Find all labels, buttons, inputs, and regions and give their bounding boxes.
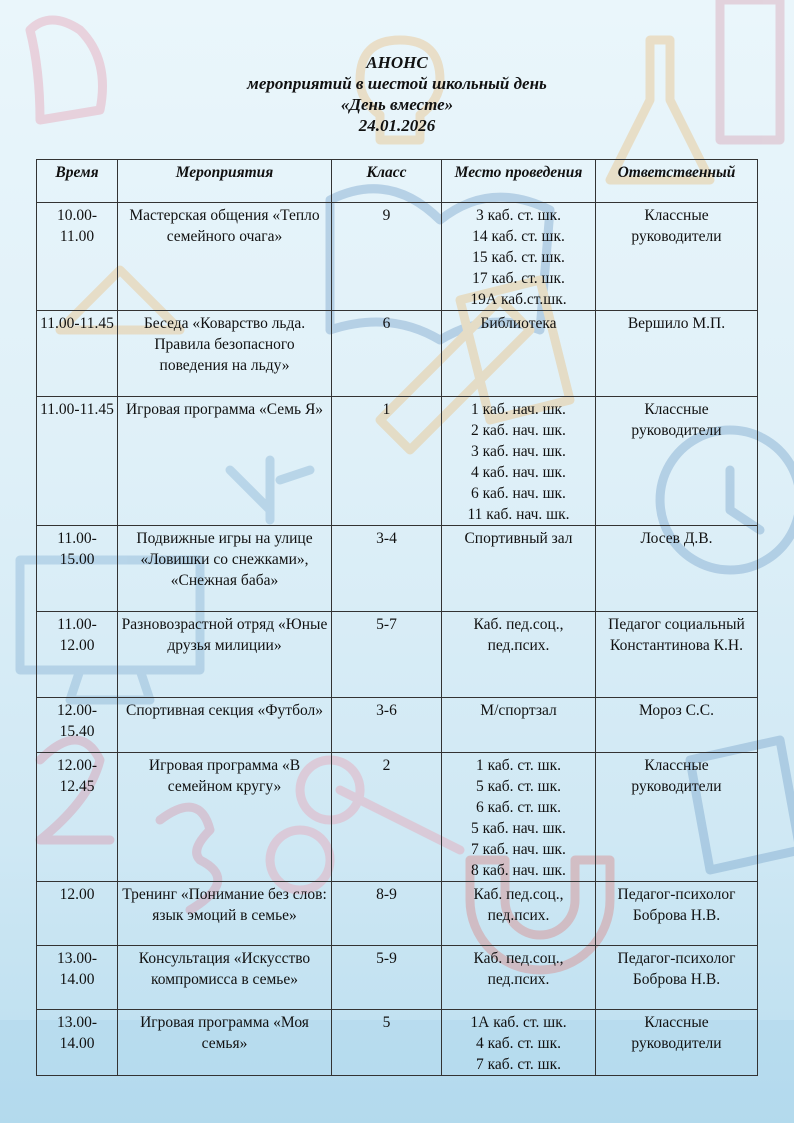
place-line: 4 каб. нач. шк.: [471, 464, 566, 481]
announcement-subtitle: мероприятий в шестой школьный день: [247, 74, 547, 93]
event-cell: Игровая программа «В семейном кругу»: [118, 753, 332, 882]
time-cell: 13.00-14.00: [37, 1010, 118, 1076]
table-row: [37, 698, 758, 753]
event-cell: Мастерская общения «Тепло семейного очага»: [118, 203, 332, 311]
place-line: 17 каб. ст. шк.: [472, 270, 565, 287]
place-line: Каб. пед.соц., пед.псих.: [473, 886, 564, 924]
place-cell: [442, 1010, 596, 1076]
place-cell: [442, 882, 596, 946]
time-cell: 11.00-11.45: [37, 311, 118, 397]
column-header-place: Место проведения: [442, 160, 596, 203]
place-cell: [442, 946, 596, 1010]
place-line: 3 каб. нач. шк.: [471, 443, 566, 460]
place-line: 5 каб. ст. шк.: [475, 778, 561, 795]
place-line: 8 каб. нач. шк.: [471, 862, 566, 879]
place-line: 7 каб. нач. шк.: [471, 841, 566, 858]
time-cell: 11.00-15.00: [37, 526, 118, 612]
table-row: [37, 526, 758, 612]
place-line: 4 каб. ст. шк.: [475, 1035, 561, 1052]
place-line: 1А каб. ст. шк.: [470, 1014, 567, 1031]
place-line: 6 каб. нач. шк.: [471, 485, 566, 502]
responsible-cell: Вершило М.П.: [596, 311, 758, 397]
event-cell: Беседа «Коварство льда. Правила безопасного поведения на льду»: [118, 311, 332, 397]
place-line: Каб. пед.соц., пед.псих.: [473, 616, 564, 654]
responsible-cell: Педагог-психолог Боброва Н.В.: [596, 946, 758, 1010]
event-cell: Разновозрастной отряд «Юные друзья милиции»: [118, 612, 332, 698]
responsible-cell: Классные руководители: [596, 397, 758, 526]
responsible-cell: Классные руководители: [596, 1010, 758, 1076]
responsible-cell: Классные руководители: [596, 203, 758, 311]
time-cell: 12.00-12.45: [37, 753, 118, 882]
event-day-name: «День вместе»: [340, 95, 454, 114]
grade-cell: 9: [332, 203, 442, 311]
announcement-title: АНОНС: [366, 53, 428, 72]
event-cell: Игровая программа «Моя семья»: [118, 1010, 332, 1076]
schedule-table: [36, 159, 758, 1076]
table-row: [37, 612, 758, 698]
grade-cell: 1: [332, 397, 442, 526]
grade-cell: 3-4: [332, 526, 442, 612]
column-header-responsible: Ответственный: [596, 160, 758, 203]
responsible-cell: Педагог-психолог Боброва Н.В.: [596, 882, 758, 946]
table-row: [37, 1010, 758, 1076]
table-row: [37, 946, 758, 1010]
place-cell: [442, 397, 596, 526]
event-date: 24.01.2026: [358, 116, 436, 135]
column-header-grade: Класс: [332, 160, 442, 203]
place-line: 15 каб. ст. шк.: [472, 249, 565, 266]
announcement-header: [0, 52, 794, 136]
column-header-time: Время: [37, 160, 118, 203]
event-cell: Игровая программа «Семь Я»: [118, 397, 332, 526]
time-cell: 13.00-14.00: [37, 946, 118, 1010]
time-cell: 12.00-15.40: [37, 698, 118, 753]
event-cell: Подвижные игры на улице «Ловишки со снежками», «Снежная баба»: [118, 526, 332, 612]
time-cell: 11.00-11.45: [37, 397, 118, 526]
grade-cell: 5-7: [332, 612, 442, 698]
time-cell: 10.00-11.00: [37, 203, 118, 311]
place-line: М/спортзал: [480, 702, 557, 719]
table-row: [37, 882, 758, 946]
grade-cell: 8-9: [332, 882, 442, 946]
event-cell: Спортивная секция «Футбол»: [118, 698, 332, 753]
place-line: Спортивный зал: [464, 530, 573, 547]
column-header-event: Мероприятия: [118, 160, 332, 203]
place-line: 5 каб. нач. шк.: [471, 820, 566, 837]
place-line: Библиотека: [480, 315, 557, 332]
grade-cell: 5-9: [332, 946, 442, 1010]
table-row: [37, 311, 758, 397]
event-cell: Консультация «Искусство компромисса в семье»: [118, 946, 332, 1010]
place-line: Каб. пед.соц., пед.псих.: [473, 950, 564, 988]
place-cell: [442, 203, 596, 311]
place-cell: [442, 698, 596, 753]
place-line: 2 каб. нач. шк.: [471, 422, 566, 439]
time-cell: 12.00: [37, 882, 118, 946]
place-line: 1 каб. ст. шк.: [475, 757, 561, 774]
table-row: [37, 203, 758, 311]
place-cell: [442, 526, 596, 612]
responsible-cell: Мороз С.С.: [596, 698, 758, 753]
grade-cell: 6: [332, 311, 442, 397]
event-cell: Тренинг «Понимание без слов: язык эмоций в семье»: [118, 882, 332, 946]
place-cell: [442, 753, 596, 882]
grade-cell: 2: [332, 753, 442, 882]
responsible-cell: Педагог социальный Константинова К.Н.: [596, 612, 758, 698]
time-cell: 11.00-12.00: [37, 612, 118, 698]
responsible-cell: Лосев Д.В.: [596, 526, 758, 612]
place-line: 6 каб. ст. шк.: [475, 799, 561, 816]
responsible-cell: Классные руководители: [596, 753, 758, 882]
table-row: [37, 753, 758, 882]
table-row: [37, 397, 758, 526]
grade-cell: 5: [332, 1010, 442, 1076]
place-line: 3 каб. ст. шк.: [475, 207, 561, 224]
place-line: 19А каб.ст.шк.: [470, 291, 567, 308]
place-line: 1 каб. нач. шк.: [471, 401, 566, 418]
grade-cell: 3-6: [332, 698, 442, 753]
place-line: 7 каб. ст. шк.: [475, 1056, 561, 1073]
place-cell: [442, 612, 596, 698]
table-header-row: [37, 160, 758, 203]
place-line: 14 каб. ст. шк.: [472, 228, 565, 245]
place-cell: [442, 311, 596, 397]
place-line: 11 каб. нач. шк.: [467, 506, 570, 523]
